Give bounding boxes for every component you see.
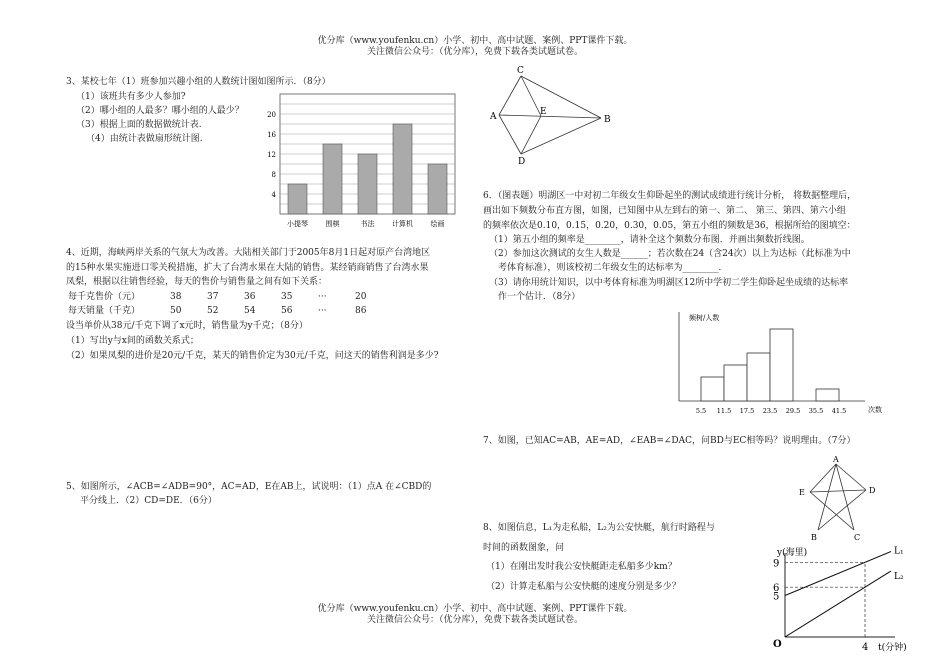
q6-histogram [665,306,880,418]
series-line-l1 [785,552,891,596]
histogram-bar [747,353,770,401]
page-header-line1: 优分库（www.youfenku.cn）小学、初中、高中试题、案例、PPT课件下载。 [317,36,633,46]
page-footer-line2: 关注微信公众号：（优分库），免费下载各类试题试卷。 [366,615,583,625]
y-tick-label: 4 [271,191,276,199]
q4-table-cell: 86 [355,306,367,316]
bar [393,124,412,214]
page-header-line2: 关注微信公众号：（优分库），免费下载各类试题试卷。 [366,47,583,57]
q5-label-b: B [604,115,611,125]
y-axis-label: y(海里) [777,548,808,558]
x-tick-label: 41.5 [831,407,847,415]
q4-line3: 凤梨，根据以往销售经验，每天的售价与销售量之间有如下关系： [66,277,328,287]
q7-text: 7、如图，已知AC=AB，AE=AD，∠EAB=∠DAC，问BD与EC相等吗？说明理由。（7分） [483,436,856,446]
q7-label-e: E [799,488,805,497]
q7-label-b: B [811,533,817,542]
q6-line2: 画出如下频数分布直方图，如图，已知图中从左到右的第一、第二、 第三、第四、第六小组 [483,206,846,216]
histogram-bar [770,329,793,401]
x-tick-label: 35.5 [808,407,824,415]
q4-part1: （1）写出y与x间的函数关系式； [66,336,199,346]
q6-part1: （1）第五小组的频率是________，请补全这个频数分布图．并画出频数折线图。 [489,235,810,245]
page-footer-line1: 优分库（www.youfenku.cn）小学、初中、高中试题、案例、PPT课件下载。 [317,604,633,614]
q6-line3: 的频率依次是0.10，0.15，0.20，0.30，0.05，第五小组的频数是36，根据所给的图填空： [483,221,856,231]
q7-label-c: C [854,533,861,542]
series-label-l1: L₁ [894,546,904,557]
q6-part3: （3）请你用统计知识，以中考体育标准为明湖区12所中学初二学生仰卧起坐成绩的达标率 [489,278,849,288]
x-tick-label: 计算机 [392,220,413,228]
q3-part2: （2）哪小组的人最多？哪小组的人最少？ [76,106,244,116]
q6-part2: （2）参加这次测试的女生人数是______；若次数在24（含24次）以上为达标（此标准为中 [489,249,851,259]
q3-title: 3、某校七年（1）班参加兴趣小组的人数统计图如图所示．（8分） [66,77,331,87]
x-tick-label: 11.5 [716,407,732,415]
q4-table-cell: 54 [244,306,256,316]
q8-part2: （2）计算走私船与公安快艇的速度分别是多少？ [486,582,681,592]
q4-table-cell: ··· [318,292,327,302]
histogram-bar [701,377,724,401]
y-tick-label: 8 [271,171,276,179]
q4-table-cell: 36 [244,292,256,302]
y-tick-label: 20 [267,111,276,119]
q3-part3: （3）根据上面的数据做统计表. [76,120,202,130]
y-tick-label: 5 [773,591,780,603]
q5-line2: 平分线上．（2）CD=DE．（6分） [80,496,217,506]
y-tick-label: 16 [267,131,276,139]
x-tick-label: 书法 [360,220,375,228]
q7-label-d: D [869,486,876,495]
q4-table-cell: 35 [281,292,293,302]
series-label-l2: L₂ [894,572,904,583]
q4-line4: 设当单价从38元/千克下调了x元时，销售量为y千克；（8分） [66,321,308,331]
q3-bar-chart [255,90,465,235]
y-tick-label: 12 [267,151,276,159]
bar [428,164,447,214]
x-axis-label: t(分钟) [878,643,907,653]
bar [323,144,342,214]
q4-table-cell: 56 [281,306,293,316]
x-tick-label: 29.5 [785,407,801,415]
q7-geometry-figure [792,452,882,544]
bar [288,184,307,214]
q8-part1: （1）在刚出发时我公安快艇距走私船多少km？ [486,562,677,572]
q8-line1: 8、如图信息，L₁为走私船，L₂为公安快艇，航行时路程与 [483,523,715,533]
q8-line2: 时间的函数图象，问 [483,543,565,553]
y-axis-label: 频树/人数 [689,314,720,322]
histogram-bar [724,365,747,401]
q4-part2: （2）如果凤梨的进价是20元/千克，某天的销售价定为30元/千克，问这天的销售利润是多少? [66,351,439,361]
q5-label-c: C [517,66,524,76]
bar [358,154,377,214]
q4-table-row1-label: 每千克售价（元） [68,292,141,302]
x-axis-label: 次数 [868,406,882,414]
histogram-bar [816,389,839,401]
q5-label-d: D [518,157,526,167]
y-tick-label: 6 [773,583,780,595]
q5-label-a: A [490,112,497,122]
q4-table-cell: 52 [207,306,219,316]
q6-part2b: 考体育标准），则该校初二年级女生的达标率为________． [498,263,728,273]
q5-line1: 5、如图所示，∠ACB=∠ADB=90°，AC=AD，E在AB上，试说明：（1）点A 在∠CBD的 [66,482,432,492]
origin-label: O [773,639,782,650]
q6-part3b: 作一个估计．（8分） [498,292,581,302]
q4-table-cell: 20 [355,292,367,302]
x-tick-label: 17.5 [739,407,755,415]
q5-label-e: E [540,107,547,117]
q4-line2: 的15种水果实施进口零关税措施，扩大了台湾水果在大陆的销售。某经销商销售了台湾水果 [66,263,429,273]
x-tick-label: 23.5 [762,407,778,415]
q3-part4: （4）由统计表做扇形统计图. [86,134,203,144]
q4-table-cell: 50 [170,306,182,316]
q4-table-row2-label: 每天销量（千克） [68,306,141,316]
q3-part1: （1）该班共有多少人参加? [76,92,186,102]
q4-table-cell: 37 [207,292,219,302]
x-tick-label: 小提琴 [287,220,308,228]
q5-geometry-figure [485,62,615,170]
q7-label-a: A [833,455,839,464]
q4-table-cell: 38 [170,292,182,302]
q4-table-cell: ··· [318,306,327,316]
x-tick-label: 绘画 [430,220,445,228]
x-tick-label: 4 [862,642,869,653]
q6-line1: 6．（图表题）明湖区一中对初二年级女生仰卧起坐的测试成绩进行统计分析， 将数据整理后， [483,191,857,201]
x-tick-label: 5.5 [695,407,707,415]
q4-line1: 4、近期，海峡两岸关系的气氛大为改善。大陆相关部门于2005年8月1日起对原产台湾地区 [66,248,431,258]
y-tick-label: 9 [773,558,780,570]
x-tick-label: 围棋 [325,220,340,228]
